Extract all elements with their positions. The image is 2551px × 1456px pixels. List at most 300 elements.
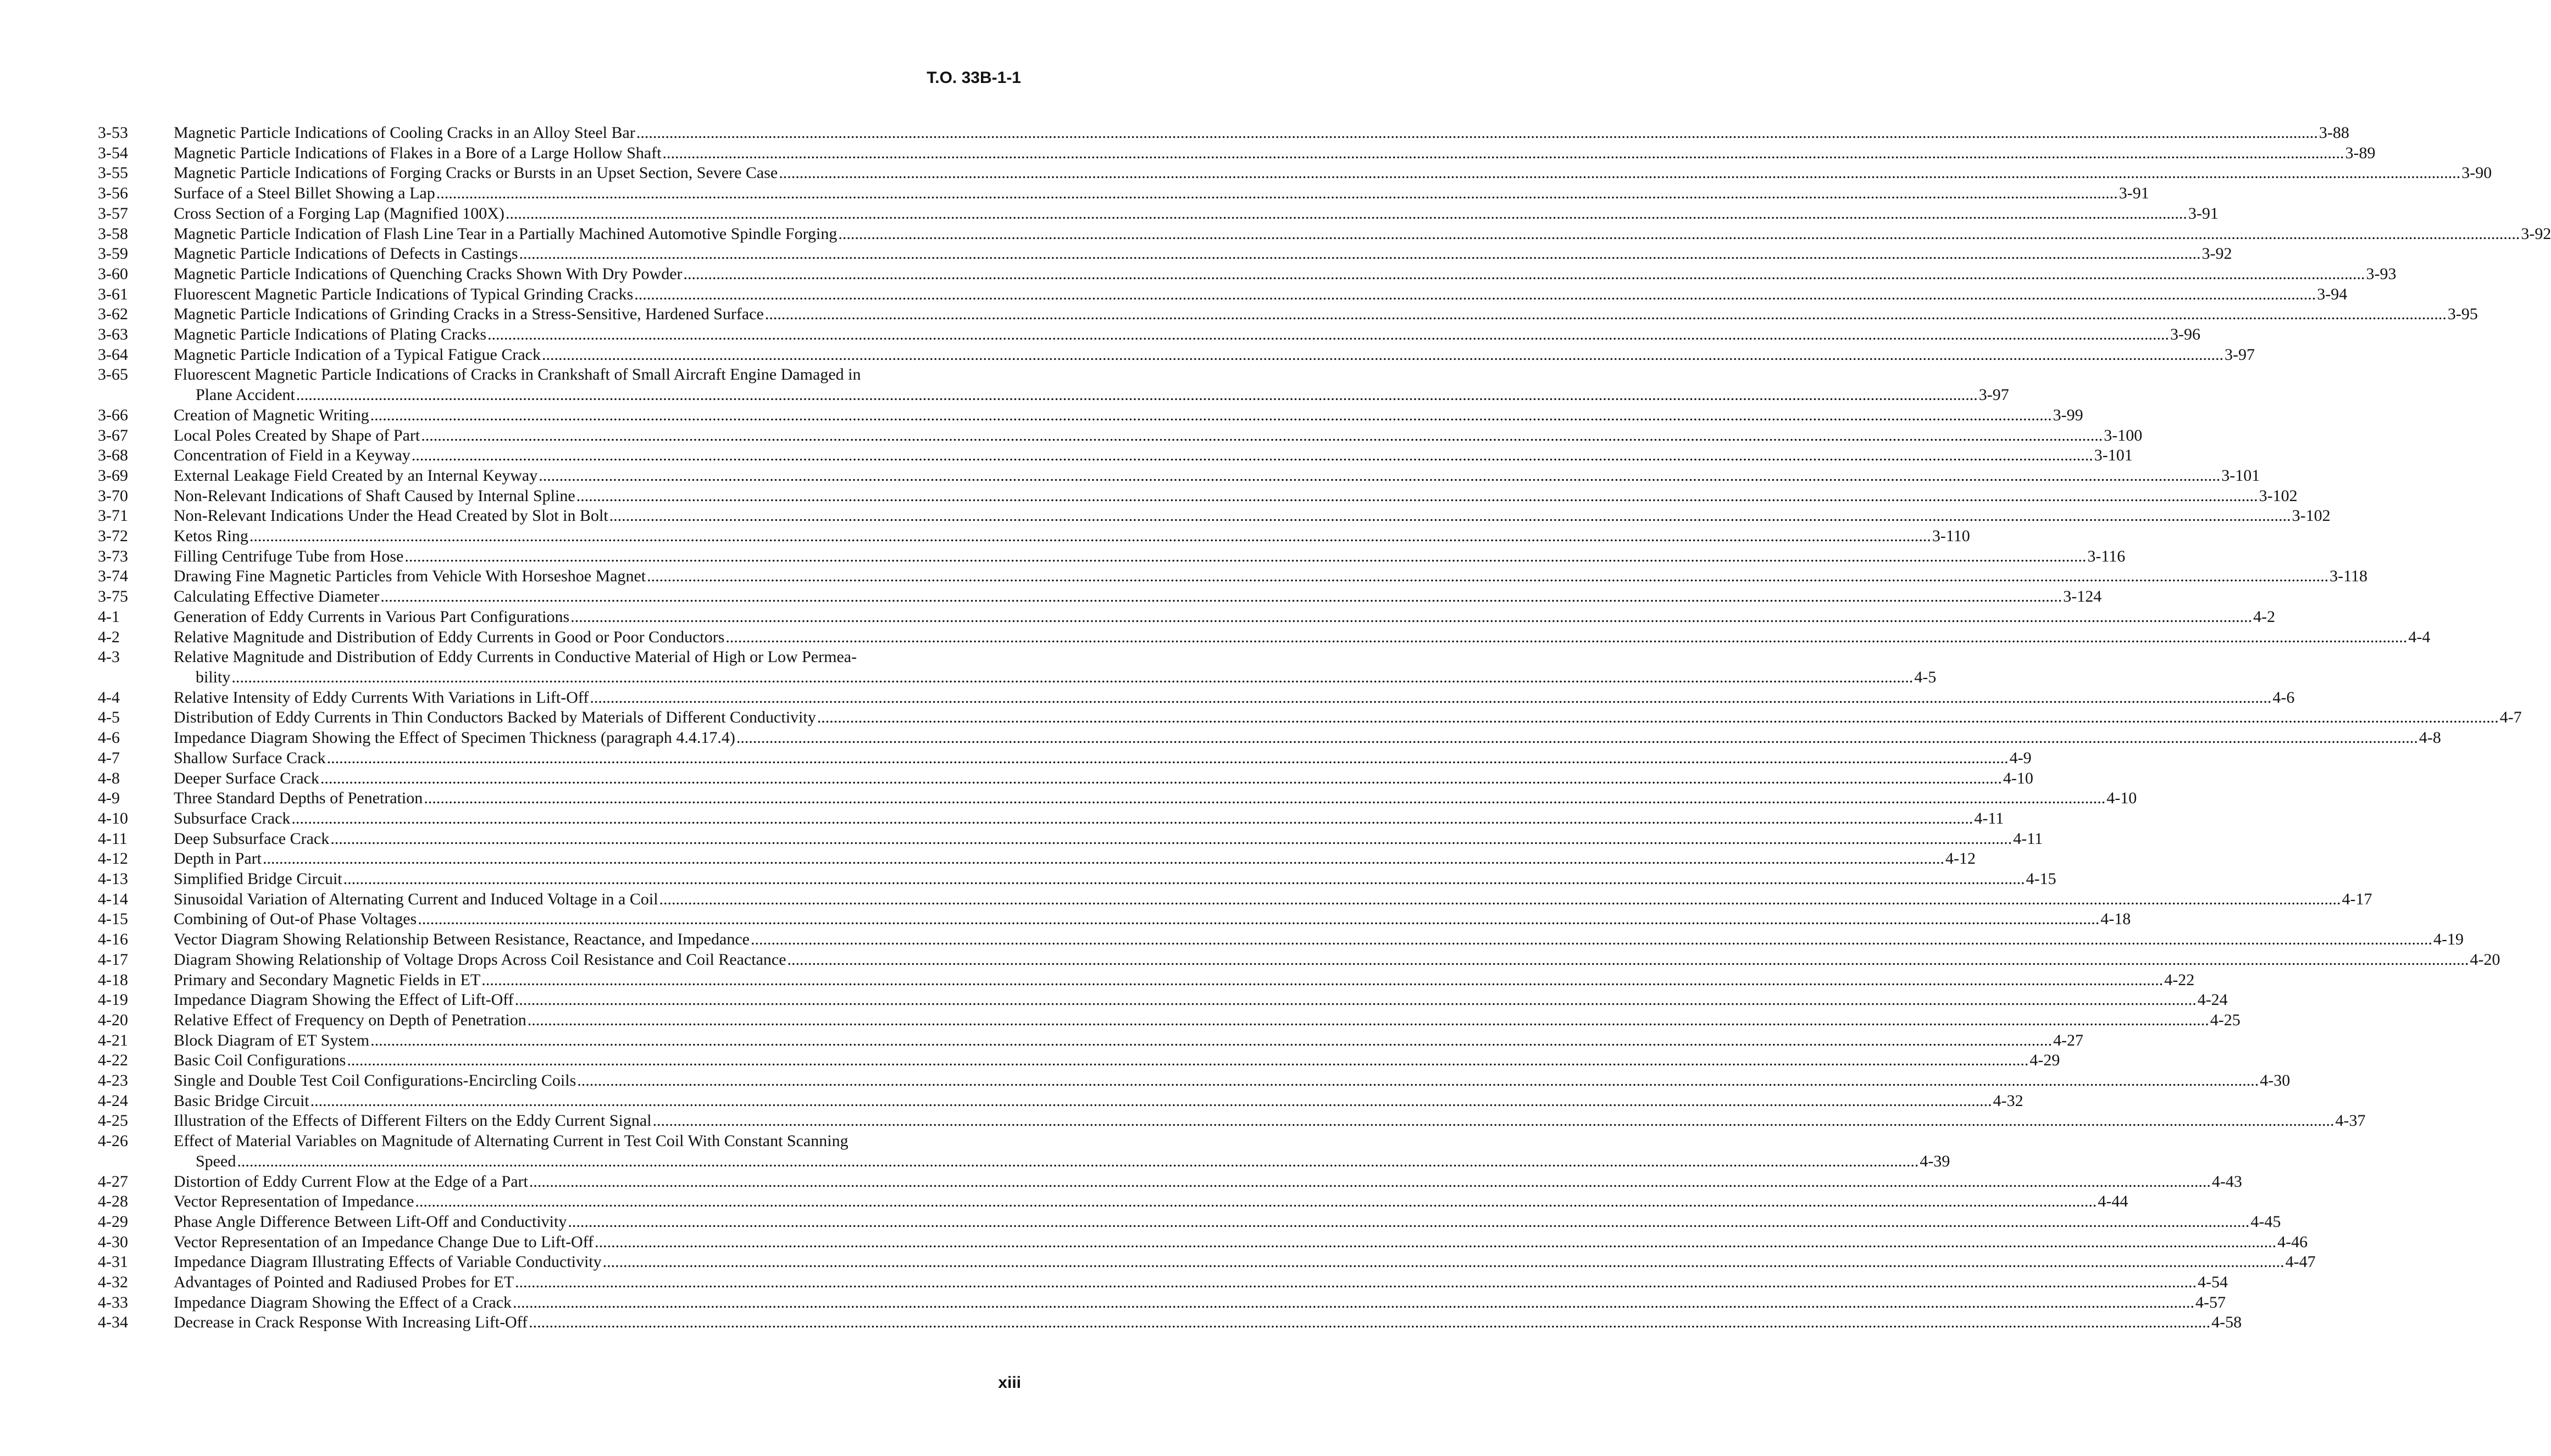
figure-title: Distortion of Eddy Current Flow at the Edge of a Part: [174, 1172, 528, 1191]
entry-leader-line: [174, 970, 2195, 991]
figure-title: Fluorescent Magnetic Particle Indications of Cracks in Crankshaft of Small Aircraft Engine Damaged in: [174, 365, 861, 384]
page-reference: 3-102: [2292, 507, 2331, 525]
page-reference: 4-10: [2106, 789, 2137, 808]
figure-title-continuation: bility: [196, 668, 231, 686]
dot-leader: [590, 688, 2271, 708]
dot-leader: [539, 466, 2220, 486]
entry-body: [174, 587, 2102, 607]
figure-number: 3-57: [98, 204, 128, 223]
dot-leader: [595, 1232, 2276, 1253]
figure-title: Relative Magnitude and Distribution of Eddy Currents in Conductive Material of High or Low Permea-: [174, 648, 857, 666]
entry-body: [174, 426, 2143, 446]
figure-title: Effect of Material Variables on Magnitude of Alternating Current in Test Coil With Constant Scanning: [174, 1132, 849, 1151]
entry-leader-line: [174, 829, 2043, 849]
entry-body: [174, 1313, 2242, 1333]
dot-leader: [653, 1111, 2334, 1131]
figure-title-continuation: Speed: [196, 1152, 236, 1170]
entry-body: [174, 809, 2004, 829]
figure-title: Block Diagram of ET System: [174, 1031, 370, 1049]
figure-number: 4-21: [98, 1031, 128, 1049]
figure-title: Combining of Out-of Phase Voltages: [174, 910, 417, 929]
dot-leader: [291, 809, 1973, 829]
entry-body: [174, 728, 2441, 748]
figure-number: 4-10: [98, 809, 128, 827]
figure-title: Impedance Diagram Showing the Effect of a Crack: [174, 1293, 512, 1311]
dot-leader: [765, 304, 2447, 325]
figure-number: 4-5: [98, 708, 120, 727]
dot-leader: [542, 345, 2223, 365]
figure-title: Generation of Eddy Currents in Various Part Configurations: [174, 607, 570, 626]
entry-leader-line: [174, 244, 2232, 264]
page-reference: 3-101: [2094, 446, 2133, 465]
figure-title: Three Standard Depths of Penetration: [174, 789, 423, 808]
entry-first-line: [174, 365, 1022, 385]
figure-number: 4-30: [98, 1232, 128, 1251]
toc-entry[interactable]: [98, 1272, 2228, 1293]
dot-leader: [380, 587, 2062, 607]
figure-number: 4-32: [98, 1273, 128, 1292]
dot-leader: [751, 930, 2432, 950]
entry-leader-line: [174, 1232, 2308, 1253]
page-reference: 3-100: [2104, 426, 2143, 444]
entry-leader-line: [174, 1212, 2281, 1232]
entry-leader-line: [174, 688, 2295, 708]
entry-leader-line: [174, 325, 2201, 345]
toc-entry[interactable]: [98, 890, 2372, 910]
dot-leader: [481, 970, 2163, 991]
entry-leader-line: [174, 587, 2102, 607]
toc-entry[interactable]: [98, 526, 1970, 547]
toc-entry[interactable]: [98, 466, 2260, 486]
figure-title: Local Poles Created by Shape of Part: [174, 426, 420, 444]
toc-entry[interactable]: [98, 1131, 1950, 1171]
entry-leader-line: [174, 1252, 2316, 1272]
entry-leader-line: [174, 1192, 2128, 1212]
entry-leader-line: [174, 1293, 2226, 1313]
figure-number: 3-66: [98, 405, 128, 424]
dot-leader: [577, 1071, 2259, 1091]
figure-title: Diagram Showing Relationship of Voltage Drops Across Coil Resistance and Coil Reactance: [174, 950, 786, 969]
figure-title: Magnetic Particle Indication of a Typical Fatigue Crack: [174, 345, 541, 364]
figure-title: Relative Effect of Frequency on Depth of Penetration: [174, 1010, 526, 1029]
toc-entry[interactable]: [98, 950, 2500, 970]
figure-title: Impedance Diagram Showing the Effect of Lift-Off: [174, 991, 514, 1009]
entry-body: [174, 909, 2131, 930]
entry-body: [174, 950, 2500, 970]
toc-entry[interactable]: [98, 184, 2149, 204]
entry-body: [174, 1192, 2128, 1212]
toc-entry[interactable]: [98, 224, 2551, 244]
figure-title: Magnetic Particle Indication of Flash Line Tear in a Partially Machined Automotive Spindle Forging: [174, 224, 838, 243]
page-reference: 4-25: [2210, 1010, 2241, 1029]
page-reference: 4-11: [2013, 829, 2043, 848]
dot-leader: [570, 607, 2252, 627]
page-reference: 4-17: [2342, 890, 2372, 908]
list-of-figures: [98, 123, 2551, 1333]
toc-entry[interactable]: [98, 285, 2348, 305]
figure-number: 3-65: [98, 365, 128, 384]
toc-entry[interactable]: [98, 345, 2255, 365]
page-reference: 3-118: [2330, 567, 2368, 586]
figure-title: Magnetic Particle Indications of Cooling Cracks in an Alloy Steel Bar: [174, 124, 635, 142]
dot-leader: [320, 769, 2002, 789]
figure-title: Magnetic Particle Indications of Forging Cracks or Bursts in an Upset Section, Severe Case: [174, 164, 778, 182]
dot-leader: [370, 405, 2052, 426]
dot-leader: [788, 950, 2469, 970]
entry-body: [174, 1091, 2023, 1112]
figure-number: 4-33: [98, 1293, 128, 1311]
figure-title: Impedance Diagram Showing the Effect of Specimen Thickness (paragraph 4.4.17.4): [174, 729, 735, 747]
entry-leader-line: [174, 486, 2298, 507]
page-reference: 4-11: [1974, 809, 2004, 827]
toc-entry[interactable]: [98, 788, 2137, 809]
figure-number: 4-27: [98, 1172, 128, 1191]
dot-leader: [647, 566, 2328, 587]
entry-body: [174, 769, 2033, 789]
entry-leader-line: [174, 466, 2260, 486]
entry-leader-line: [174, 1071, 2291, 1091]
entry-leader-line: [174, 748, 2032, 769]
dot-leader: [663, 143, 2344, 164]
figure-title-continuation: Plane Accident: [196, 386, 295, 404]
figure-number: 4-1: [98, 607, 120, 626]
entry-body: [174, 1252, 2316, 1272]
figure-number: 4-20: [98, 1010, 128, 1029]
figure-title: Ketos Ring: [174, 527, 248, 546]
toc-entry[interactable]: [98, 163, 2492, 184]
page-reference: 3-97: [1978, 386, 2009, 404]
figure-number: 3-54: [98, 143, 128, 162]
page-reference: 4-43: [2211, 1172, 2242, 1191]
toc-entry[interactable]: [98, 204, 2219, 224]
dot-leader: [231, 668, 1913, 688]
figure-number: 4-13: [98, 870, 128, 888]
dot-leader: [506, 204, 2187, 224]
toc-entry[interactable]: [98, 728, 2441, 748]
figure-number: 3-73: [98, 547, 128, 565]
dot-leader: [330, 829, 2012, 849]
dot-leader: [404, 547, 2086, 567]
dot-leader: [515, 1272, 2197, 1293]
page-reference: 4-2: [2253, 607, 2276, 626]
entry-leader-line: [174, 809, 2004, 829]
entry-first-line: [174, 647, 1022, 668]
figure-title: Depth in Part: [174, 849, 262, 868]
figure-title: External Leakage Field Created by an Internal Keyway: [174, 466, 538, 485]
entry-body: [174, 1051, 2060, 1071]
entry-body: [174, 1272, 2228, 1293]
page-reference: 4-54: [2198, 1273, 2228, 1292]
figure-number: 3-67: [98, 426, 128, 444]
entry-body: [174, 708, 2522, 728]
figure-title: Calculating Effective Diameter: [174, 587, 380, 606]
entry-body: [174, 607, 2276, 627]
figure-number: 3-63: [98, 325, 128, 344]
toc-entry[interactable]: [98, 990, 2228, 1010]
dot-leader: [343, 869, 2025, 890]
figure-number: 4-7: [98, 748, 120, 767]
page-reference: 3-90: [2461, 164, 2492, 182]
figure-title: Magnetic Particle Indications of Grinding Cracks in a Stress-Sensitive, Hardened Surface: [174, 305, 764, 324]
dot-leader: [568, 1212, 2249, 1232]
page-reference: 3-91: [2188, 204, 2219, 223]
figure-title: Vector Representation of Impedance: [174, 1192, 414, 1211]
toc-entry[interactable]: [98, 547, 2126, 567]
figure-title: Deep Subsurface Crack: [174, 829, 330, 848]
page-reference: 4-27: [2053, 1031, 2084, 1049]
dot-leader: [421, 426, 2103, 446]
page-reference: 3-96: [2170, 325, 2201, 344]
toc-entry[interactable]: [98, 1051, 2060, 1071]
figure-number: 3-59: [98, 244, 128, 263]
dot-leader: [296, 385, 1978, 405]
figure-number: 3-70: [98, 486, 128, 505]
page-reference: 4-30: [2260, 1071, 2291, 1090]
toc-entry[interactable]: [98, 1172, 2242, 1192]
figure-title: Concentration of Field in a Keyway: [174, 446, 411, 465]
figure-number: 4-26: [98, 1132, 128, 1151]
figure-number: 3-55: [98, 164, 128, 182]
toc-entry[interactable]: [98, 748, 2032, 769]
entry-leader-line: [174, 547, 2126, 567]
toc-entry[interactable]: [98, 446, 2133, 466]
figure-number: 4-4: [98, 688, 120, 707]
figure-title: Filling Centrifuge Tube from Hose: [174, 547, 404, 565]
entry-body: [174, 1212, 2281, 1232]
entry-body: [174, 123, 2349, 143]
entry-body: [174, 325, 2201, 345]
page-reference: 4-6: [2272, 688, 2295, 707]
toc-entry[interactable]: [98, 1192, 2128, 1212]
toc-entry[interactable]: [98, 1091, 2023, 1112]
figure-number: 4-6: [98, 729, 120, 747]
toc-entry[interactable]: [98, 769, 2033, 789]
entry-leader-line: [174, 1010, 2241, 1031]
page-reference: 3-92: [2201, 244, 2232, 263]
toc-entry[interactable]: [98, 143, 2376, 164]
entry-leader-line: [174, 728, 2441, 748]
toc-entry[interactable]: [98, 365, 2009, 405]
toc-entry[interactable]: [98, 244, 2232, 264]
entry-body: [174, 466, 2260, 486]
dot-leader: [310, 1091, 1992, 1112]
dot-leader: [529, 1313, 2210, 1333]
entry-body: [174, 566, 2368, 587]
dot-leader: [519, 244, 2201, 264]
entry-leader-line: [174, 1031, 2084, 1051]
figure-number: 4-24: [98, 1091, 128, 1110]
entry-body: [174, 224, 2551, 244]
figure-number: 4-16: [98, 930, 128, 949]
dot-leader: [263, 849, 1944, 869]
page-reference: 3-94: [2317, 285, 2348, 303]
entry-body: [174, 345, 2255, 365]
page-reference: 4-15: [2026, 870, 2056, 888]
figure-number: 4-29: [98, 1212, 128, 1231]
page-reference: 3-110: [1932, 527, 1970, 546]
entry-leader-line: [174, 506, 2331, 526]
entry-body: [174, 688, 2295, 708]
toc-entry[interactable]: [98, 304, 2478, 325]
toc-entry[interactable]: [98, 708, 2522, 728]
toc-entry[interactable]: [98, 909, 2131, 930]
entry-leader-line: [174, 990, 2228, 1010]
figure-title: Simplified Bridge Circuit: [174, 870, 342, 888]
toc-entry[interactable]: [98, 1313, 2242, 1333]
toc-entry[interactable]: [98, 1010, 2241, 1031]
toc-entry[interactable]: [98, 1031, 2084, 1051]
entry-leader-line: [174, 607, 2276, 627]
toc-entry[interactable]: [98, 647, 1937, 687]
dot-leader: [528, 1010, 2209, 1031]
toc-entry[interactable]: [98, 930, 2464, 950]
entry-body: [174, 748, 2032, 769]
toc-entry[interactable]: [98, 1212, 2281, 1232]
figure-title: Shallow Surface Crack: [174, 748, 326, 767]
entry-leader-line: [174, 304, 2478, 325]
figure-number: 3-74: [98, 567, 128, 586]
figure-title: Magnetic Particle Indications of Quenching Cracks Shown With Dry Powder: [174, 264, 683, 283]
dot-leader: [415, 1192, 2097, 1212]
figure-number: 3-58: [98, 224, 128, 243]
figure-number: 4-14: [98, 890, 128, 908]
entry-body: [174, 990, 2228, 1010]
entry-body: [174, 526, 1970, 547]
entry-body: [174, 163, 2492, 184]
figure-number: 3-71: [98, 507, 128, 525]
page-reference: 4-37: [2335, 1112, 2366, 1130]
dot-leader: [424, 788, 2105, 809]
dot-leader: [370, 1031, 2052, 1051]
toc-entry[interactable]: [98, 809, 2004, 829]
dot-leader: [817, 708, 2499, 728]
entry-body: [174, 788, 2137, 809]
figure-number: 4-9: [98, 789, 120, 808]
entry-leader-line: [174, 788, 2137, 809]
page-reference: 4-4: [2408, 627, 2431, 646]
dot-leader: [237, 1152, 1918, 1172]
dot-leader: [529, 1172, 2211, 1192]
figure-number: 4-12: [98, 849, 128, 868]
figure-title: Relative Magnitude and Distribution of Eddy Currents in Good or Poor Conductors: [174, 627, 725, 646]
entry-leader-line: [174, 526, 1970, 547]
toc-entry[interactable]: [98, 264, 2397, 285]
dot-leader: [412, 446, 2093, 466]
page-reference: 4-24: [2197, 991, 2228, 1009]
toc-entry[interactable]: [98, 486, 2298, 507]
toc-entry[interactable]: [98, 829, 2043, 849]
figure-number: 4-8: [98, 769, 120, 787]
page-reference: 4-7: [2499, 708, 2522, 727]
entry-body: [174, 405, 2083, 426]
page-reference: 4-18: [2100, 910, 2131, 929]
toc-entry[interactable]: [98, 1232, 2308, 1253]
dot-leader: [684, 264, 2365, 285]
figure-title: Magnetic Particle Indications of Defects in Castings: [174, 244, 518, 263]
entry-leader-line: [174, 869, 2056, 890]
figure-number: 4-28: [98, 1192, 128, 1211]
entry-body: [174, 506, 2331, 526]
entry-leader-line: [174, 224, 2551, 244]
page-reference: 4-9: [2009, 748, 2032, 767]
dot-leader: [418, 909, 2099, 930]
toc-entry[interactable]: [98, 849, 1976, 869]
page-reference: 3-116: [2087, 547, 2126, 565]
toc-entry[interactable]: [98, 1071, 2291, 1091]
entry-leader-line: [174, 123, 2349, 143]
entry-body: [174, 446, 2133, 466]
entry-body: [174, 547, 2126, 567]
toc-entry[interactable]: [98, 1252, 2316, 1272]
entry-body: [174, 285, 2348, 305]
entry-body: [174, 849, 1976, 869]
figure-number: 3-72: [98, 527, 128, 546]
toc-entry[interactable]: [98, 426, 2143, 446]
entry-body: [174, 184, 2149, 204]
dot-leader: [609, 506, 2291, 526]
entry-body: [174, 930, 2464, 950]
page-reference: 3-95: [2447, 305, 2478, 324]
page-reference: 4-46: [2277, 1232, 2308, 1251]
dot-leader: [249, 526, 1931, 547]
entry-body: [174, 890, 2372, 910]
figure-number: 4-15: [98, 910, 128, 929]
toc-entry[interactable]: [98, 1111, 2366, 1131]
figure-number: 3-53: [98, 124, 128, 142]
toc-entry[interactable]: [98, 607, 2276, 627]
figure-title: Single and Double Test Coil Configurations-Encircling Coils: [174, 1071, 576, 1090]
dot-leader: [659, 890, 2341, 910]
figure-number: 3-64: [98, 345, 128, 364]
page-reference: 4-20: [2470, 950, 2500, 969]
entry-leader-line: [174, 184, 2149, 204]
entry-leader-line: [174, 708, 2522, 728]
entry-leader-line: [174, 909, 2131, 930]
toc-entry[interactable]: [98, 970, 2195, 991]
figure-title: Non-Relevant Indications of Shaft Caused by Internal Spline: [174, 486, 575, 505]
page-reference: 4-8: [2419, 729, 2441, 747]
entry-body: [174, 1111, 2366, 1131]
entry-leader-line: [174, 627, 2431, 648]
toc-entry[interactable]: [98, 506, 2331, 526]
page-reference: 4-58: [2211, 1313, 2242, 1332]
figure-title: Deeper Surface Crack: [174, 769, 319, 787]
toc-entry[interactable]: [98, 123, 2349, 143]
page-reference: 4-32: [1993, 1091, 2023, 1110]
toc-entry[interactable]: [98, 1293, 2226, 1313]
page-reference: 3-124: [2063, 587, 2102, 606]
toc-entry[interactable]: [98, 405, 2083, 426]
entry-leader-line: [174, 143, 2376, 164]
toc-entry[interactable]: [98, 566, 2368, 587]
figure-number: 4-31: [98, 1253, 128, 1271]
entry-body: [174, 264, 2397, 285]
toc-entry[interactable]: [98, 325, 2201, 345]
dot-leader: [513, 1293, 2194, 1313]
figure-number: 3-61: [98, 285, 128, 303]
entry-leader-line: [174, 1313, 2242, 1333]
toc-entry[interactable]: [98, 587, 2102, 607]
figure-number: 4-17: [98, 950, 128, 969]
toc-entry[interactable]: [98, 688, 2295, 708]
entry-leader-line: [174, 345, 2255, 365]
entry-leader-line: [174, 385, 2009, 405]
toc-entry[interactable]: [98, 627, 2431, 648]
figure-title: Basic Bridge Circuit: [174, 1091, 309, 1110]
page-reference: 3-89: [2345, 143, 2376, 162]
toc-entry[interactable]: [98, 869, 2056, 890]
dot-leader: [347, 1051, 2028, 1071]
